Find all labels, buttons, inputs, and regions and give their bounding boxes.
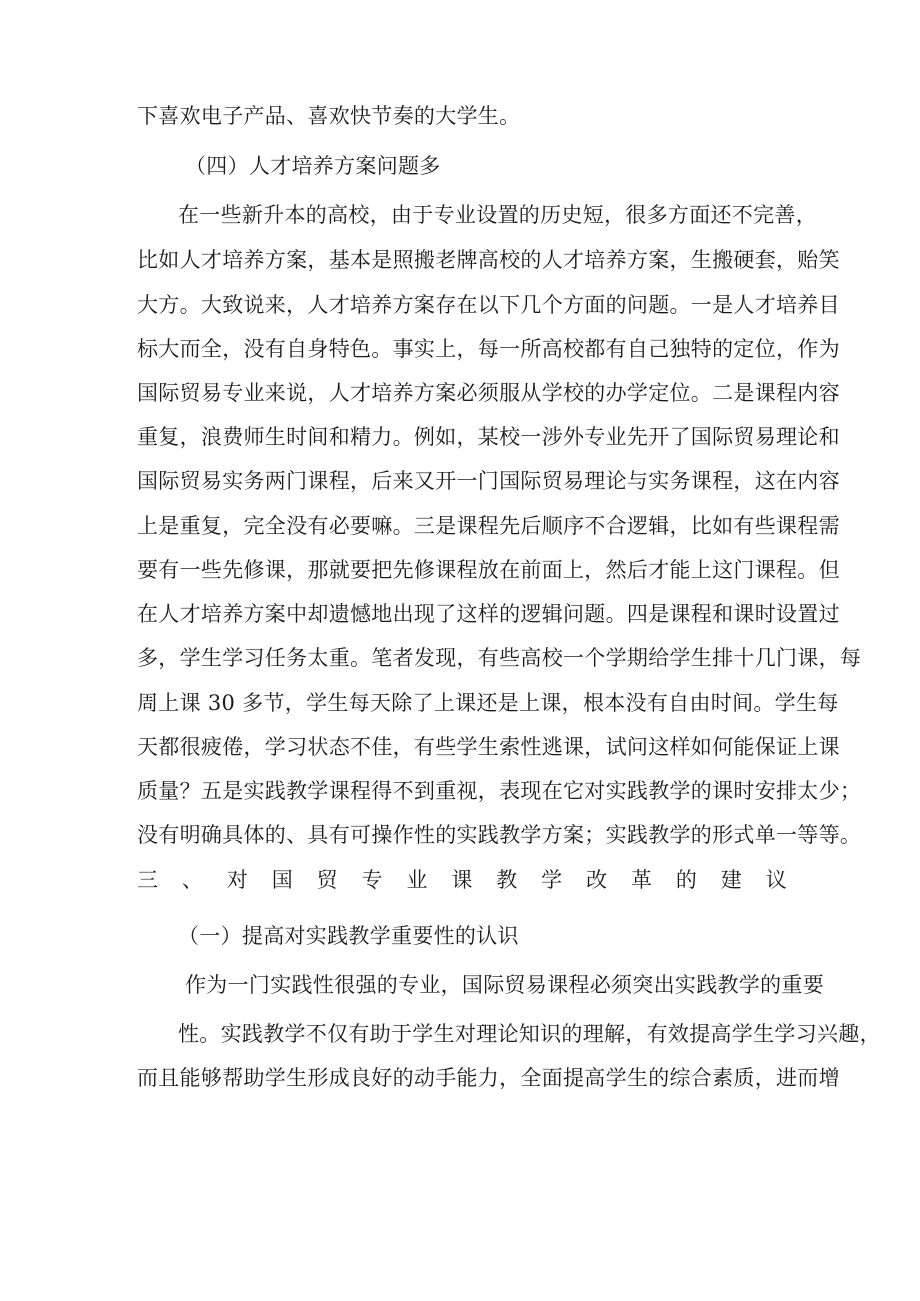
paragraph-line: 标大而全，没有自身特色。事实上，每一所高校都有自己独特的定位，作为 [137,337,840,361]
paragraph-line: 多，学生学习任务太重。笔者发现，有些高校一个学期给学生排十几门课，每 [137,646,862,670]
subsection-heading-one: 作为一门实践性很强的专业，国际贸易课程必须突出实践教学的重要 [185,973,824,997]
paragraph-line: 国际贸易实务两门课程，后来又开一门国际贸易理论与实务课程，这在内容 [137,469,840,493]
paragraph-line: 质量？五是实践教学课程得不到重视，表现在它对实践教学的课时安排太少； [137,779,862,803]
paragraph-line: 比如人才培养方案，基本是照搬老牌高校的人才培养方案，生搬硬套，贻笑 [137,248,840,272]
section-heading-three: （一）提高对实践教学重要性的认识 [178,924,519,948]
paragraph-line [137,1105,787,1141]
paragraph-line: 国际贸易专业来说，人才培养方案必须服从学校的办学定位。二是课程内容 [137,381,840,405]
paragraph-line: 没有明确具体的、具有可操作性的实践教学方案；实践教学的形式单一等等。 [137,823,862,847]
paragraph-line: 在一些新升本的高校，由于专业设置的历史短，很多方面还不完善， [178,203,817,227]
paragraph-line: 天都很疲倦，学习状态不佳，有些学生索性逃课，试问这样如何能保证上课 [137,735,840,759]
paragraph-line: 性。实践教学不仅有助于学生对理论知识的理解，有效提高学生学习兴趣， [178,1022,881,1046]
paragraph-line: 在人才培养方案中却遗憾地出现了这样的逻辑问题。四是课程和课时设置过 [137,602,840,626]
paragraph-line: 重复，浪费师生时间和精力。例如，某校一涉外专业先开了国际贸易理论和 [137,425,840,449]
paragraph-line: 下喜欢电子产品、喜欢快节奏的大学生。 [137,104,521,128]
paragraph-line: 而且能够帮助学生形成良好的动手能力，全面提高学生的综合素质，进而增 [137,1066,840,1090]
paragraph-line: 周上课 30 多节，学生每天除了上课还是上课，根本没有自由时间。学生每 [137,691,839,715]
paragraph-line: 大方。大致说来，人才培养方案存在以下几个方面的问题。一是人才培养目 [137,293,840,317]
paragraph-line: 三、对国贸专业课教学改革的建议 [137,868,787,892]
section-heading-four: （四）人才培养方案问题多 [185,154,441,178]
paragraph-line: 上是重复，完全没有必要嘛。三是课程先后顺序不合逻辑，比如有些课程需 [137,514,840,538]
paragraph-line: 要有一些先修课，那就要把先修课程放在前面上，然后才能上这门课程。但 [137,558,840,582]
